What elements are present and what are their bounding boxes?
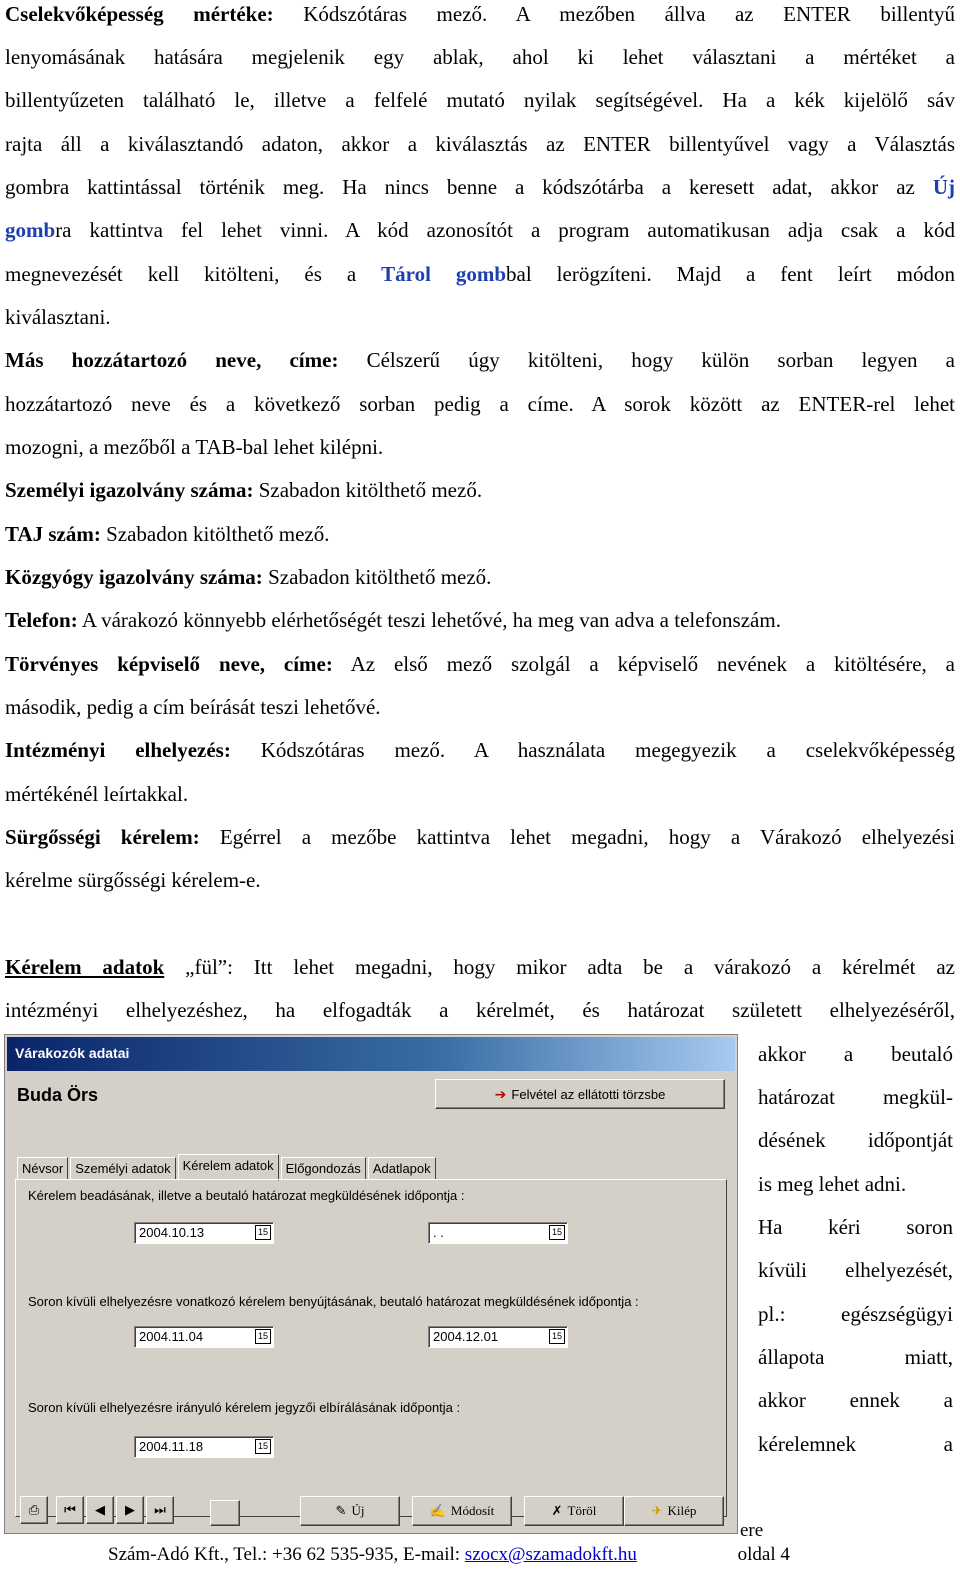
exit-button-label: Kilép bbox=[667, 1503, 697, 1518]
tab-adatlapok[interactable]: Adatlapok bbox=[368, 1157, 436, 1180]
text: gombra kattintással történik meg. Ha nincs benne a kódszótárba a keresett adat, akkor az bbox=[5, 175, 915, 199]
tab-bar bbox=[17, 1157, 438, 1179]
first-icon: ⏮ bbox=[64, 1502, 76, 1517]
window-toolbar bbox=[10, 1492, 738, 1532]
kerelem-panel bbox=[15, 1179, 727, 1517]
modify-button[interactable] bbox=[412, 1496, 512, 1526]
p1-line6 bbox=[5, 218, 955, 242]
new-icon: ✎ bbox=[335, 1503, 347, 1518]
date-value: . . bbox=[433, 1225, 444, 1240]
admit-button-label: Felvétel az ellátotti törzsbe bbox=[511, 1086, 666, 1102]
footer bbox=[108, 1544, 790, 1566]
window-title: Várakozók adatai bbox=[15, 1045, 130, 1061]
p5-line bbox=[5, 565, 491, 589]
p8-line1 bbox=[5, 738, 955, 762]
p2-line2: hozzátartozó neve és a következő sorban pedig a címe. A sorok között az ENTER-rel lehet bbox=[5, 392, 955, 416]
p7-line1 bbox=[5, 652, 955, 676]
right-line-6: kívüli elhelyezését, bbox=[758, 1258, 953, 1282]
new-button-label: Új bbox=[351, 1503, 365, 1518]
admit-icon: ➔ bbox=[494, 1085, 507, 1102]
text: ra kattintva fel lehet vinni. A kód azonosítót a program automatikusan adja csak a kód bbox=[55, 218, 955, 242]
term-kerelem-adatok: Kérelem adatok bbox=[5, 955, 165, 979]
first-record-button[interactable] bbox=[56, 1496, 84, 1524]
p6-line bbox=[5, 608, 781, 632]
text: Célszerű úgy kitölteni, hogy külön sorban legyen a bbox=[338, 348, 955, 372]
delete-icon: ✗ bbox=[551, 1503, 563, 1518]
text: Szabadon kitölthető mező. bbox=[262, 565, 492, 589]
p10-line2: intézményi elhelyezéshez, ha elfogadták a kérelmét, és határozat született elhelyezéséről, bbox=[5, 998, 955, 1022]
text: Kódszótáras mező. A mezőben állva az ENTER billentyű bbox=[273, 2, 955, 26]
p10-line1 bbox=[5, 955, 955, 979]
p1-line8: kiválasztani. bbox=[5, 305, 111, 329]
calendar-icon[interactable]: 15 bbox=[255, 1329, 271, 1344]
print-button[interactable] bbox=[20, 1496, 48, 1524]
delete-button-label: Töröl bbox=[567, 1503, 597, 1518]
label-soron-kivuli: Soron kívüli elhelyezésre vonatkozó kérelem benyújtásának, beutaló határozat megküldésének időpontja : bbox=[28, 1294, 639, 1309]
app-window bbox=[4, 1034, 738, 1534]
p2-line3: mozogni, a mezőből a TAB-bal lehet kilépni. bbox=[5, 435, 384, 459]
p4-line bbox=[5, 522, 329, 546]
tab-kerelem-adatok[interactable]: Kérelem adatok bbox=[178, 1154, 279, 1181]
term-szemelyi: Személyi igazolvány száma: bbox=[5, 478, 254, 502]
p9-line2: kérelme sürgősségi kérelem-e. bbox=[5, 868, 261, 892]
label-jegyzoi: Soron kívüli elhelyezésre irányuló kérelem jegyzői elbírálásának időpontja : bbox=[28, 1400, 461, 1415]
next-record-button[interactable] bbox=[116, 1496, 144, 1524]
footer-company: Szám-Adó Kft., Tel.: +36 62 535-935, E-mail: bbox=[108, 1544, 465, 1565]
right-line-9: akkor ennek a bbox=[758, 1388, 953, 1412]
text: Az első mező szolgál a képviselő nevének a kitöltésére, a bbox=[332, 652, 955, 676]
gomb-link: gomb bbox=[5, 218, 56, 242]
text: Szabadon kitölthető mező. bbox=[100, 522, 330, 546]
term-telefon: Telefon: bbox=[5, 608, 78, 632]
text: „fül”: Itt lehet megadni, hogy mikor adta be a várakozó a kérelmét az bbox=[164, 955, 955, 979]
tarol-gomb-link: Tárol gomb bbox=[381, 262, 507, 286]
window-body bbox=[7, 1073, 735, 1531]
new-button[interactable] bbox=[300, 1496, 400, 1526]
exit-button[interactable] bbox=[624, 1496, 724, 1526]
p2-line1 bbox=[5, 348, 955, 372]
person-name: Buda Örs bbox=[17, 1085, 99, 1105]
tab-nevsor[interactable]: Névsor bbox=[17, 1157, 68, 1180]
next-icon: ▶ bbox=[125, 1502, 135, 1517]
date-value: 2004.12.01 bbox=[433, 1329, 499, 1344]
date-jegyzoi[interactable] bbox=[134, 1436, 274, 1458]
p1-line7 bbox=[5, 262, 955, 286]
term-cselekvokepesseg: Cselekvőképesség mértéke: bbox=[5, 2, 274, 26]
date-value: 2004.10.13 bbox=[139, 1225, 205, 1240]
tab-szemelyi-adatok[interactable]: Személyi adatok bbox=[70, 1157, 175, 1180]
term-torvenyes: Törvényes képviselő neve, címe: bbox=[5, 652, 333, 676]
text: bal lerögzíteni. Majd a fent leírt módon bbox=[506, 262, 955, 286]
exit-icon: ✈ bbox=[651, 1503, 663, 1518]
text: A várakozó könnyebb elérhetőségét teszi lehetővé, ha meg van adva a telefonszám. bbox=[77, 608, 781, 632]
date-soron-kivuli-hatarozat[interactable] bbox=[428, 1326, 568, 1348]
p1-line5 bbox=[5, 175, 955, 199]
last-icon: ⏭ bbox=[154, 1502, 166, 1517]
right-line-8: állapota miatt, bbox=[758, 1345, 953, 1369]
date-value: 2004.11.18 bbox=[139, 1439, 204, 1454]
label-beadas: Kérelem beadásának, illetve a beutaló határozat megküldésének időpontja : bbox=[28, 1188, 465, 1203]
page-number: oldal 4 bbox=[737, 1544, 790, 1565]
modify-button-label: Módosít bbox=[450, 1503, 495, 1518]
right-line-5: Ha kéri soron bbox=[758, 1215, 953, 1239]
term-surgossegi: Sürgősségi kérelem: bbox=[5, 825, 200, 849]
p3-line bbox=[5, 478, 482, 502]
p1-line4: rajta áll a kiválasztandó adaton, akkor a kiválasztás az ENTER billentyűvel vagy a Választás bbox=[5, 132, 955, 156]
last-record-button[interactable] bbox=[146, 1496, 174, 1524]
calendar-icon[interactable]: 15 bbox=[255, 1439, 271, 1454]
printer-icon: ⎙ bbox=[28, 1502, 40, 1517]
right-line-3: désének időpontját bbox=[758, 1128, 953, 1152]
text: megnevezését kell kitölteni, és a bbox=[5, 262, 382, 286]
text: Egérrel a mezőbe kattintva lehet megadni, hogy a Várakozó elhelyezési bbox=[199, 825, 955, 849]
admit-button[interactable] bbox=[435, 1079, 725, 1109]
prev-icon: ◀ bbox=[95, 1502, 105, 1517]
uj-link: Új bbox=[932, 175, 956, 199]
p8-line2: mértékénél leírtakkal. bbox=[5, 782, 189, 806]
delete-button[interactable] bbox=[524, 1496, 624, 1526]
term-taj: TAJ szám: bbox=[5, 522, 101, 546]
right-line-10: kérelemnek a bbox=[758, 1432, 953, 1456]
p1-line3: billentyűzeten található le, illetve a felfelé mutató nyilak segítségével. Ha a kék kijelölő sáv bbox=[5, 88, 955, 112]
text: Szabadon kitölthető mező. bbox=[253, 478, 483, 502]
calendar-icon[interactable]: 15 bbox=[549, 1225, 565, 1240]
right-line-2: határozat megkül- bbox=[758, 1085, 953, 1109]
date-soron-kivuli-kerelem[interactable] bbox=[134, 1326, 274, 1348]
right-line-7: pl.: egészségügyi bbox=[758, 1302, 953, 1326]
modify-icon: ✍ bbox=[429, 1503, 446, 1518]
term-hozzatartozo: Más hozzátartozó neve, címe: bbox=[5, 348, 339, 372]
p9-line1 bbox=[5, 825, 955, 849]
window-titlebar bbox=[7, 1037, 735, 1071]
footer-email-link[interactable]: szocx@szamadokft.hu bbox=[464, 1544, 637, 1565]
term-kozgyogy: Közgyógy igazolvány száma: bbox=[5, 565, 263, 589]
tab-elogondozas[interactable]: Előgondozás bbox=[281, 1157, 366, 1180]
date-beutalo[interactable] bbox=[428, 1222, 568, 1244]
p1-line1 bbox=[5, 2, 955, 26]
p1-line2: lenyomásának hatására megjelenik egy ablak, ahol ki lehet választani a mértéket a bbox=[5, 45, 955, 69]
right-line-1: akkor a beutaló bbox=[758, 1042, 953, 1066]
blank-button[interactable] bbox=[210, 1500, 240, 1526]
prev-record-button[interactable] bbox=[86, 1496, 114, 1524]
right-line-4: is meg lehet adni. bbox=[758, 1172, 907, 1196]
term-intezmenyi: Intézményi elhelyezés: bbox=[5, 738, 231, 762]
date-beadas[interactable] bbox=[134, 1222, 274, 1244]
date-value: 2004.11.04 bbox=[139, 1329, 204, 1344]
calendar-icon[interactable]: 15 bbox=[255, 1225, 271, 1240]
text: Kódszótáras mező. A használata megegyezik a cselekvőképesség bbox=[230, 738, 956, 762]
p7-line2: második, pedig a cím beírását teszi lehetővé. bbox=[5, 695, 381, 719]
calendar-icon[interactable]: 15 bbox=[549, 1329, 565, 1344]
footer-partial-text: ere bbox=[740, 1520, 764, 1541]
